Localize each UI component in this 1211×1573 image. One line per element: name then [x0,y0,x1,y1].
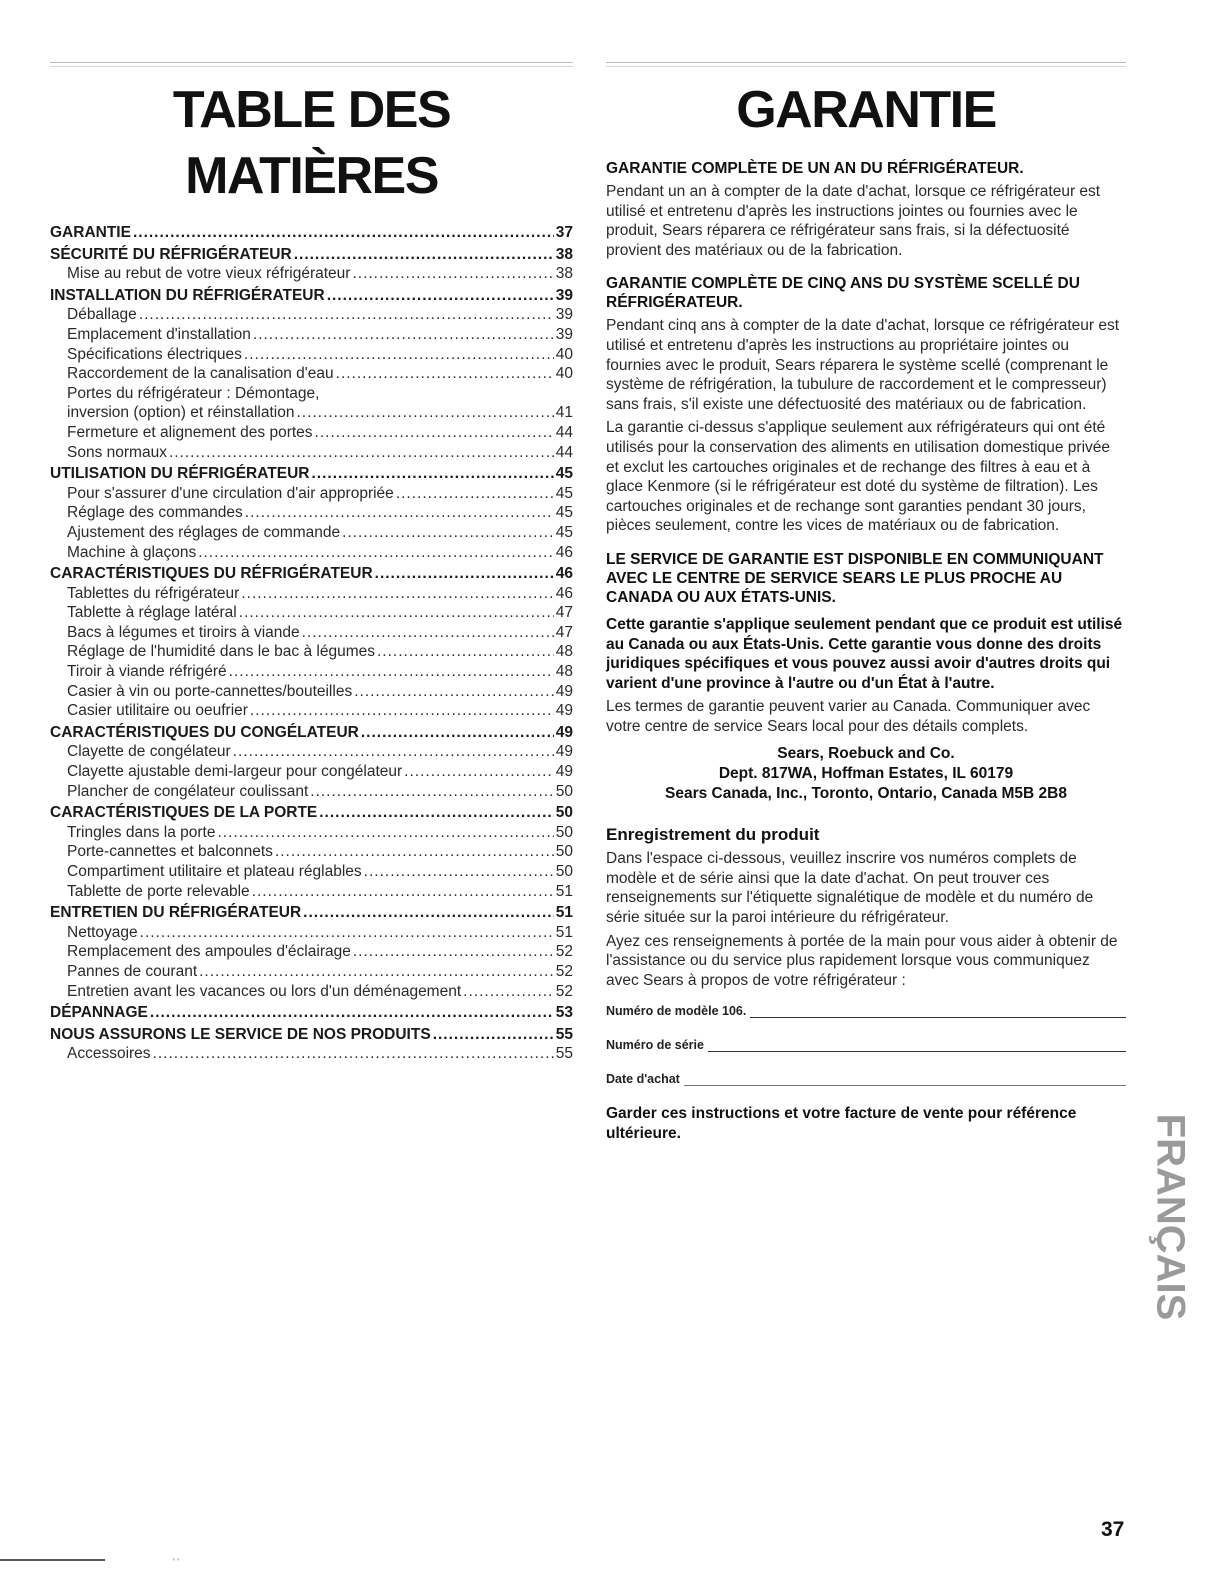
toc-entry-label: Ajustement des réglages de commande [67,523,341,541]
toc-entry-label: CARACTÉRISTIQUES DU RÉFRIGÉRATEUR [50,565,373,583]
toc-entry-page: 50 [555,863,573,880]
page-number: 37 [1101,1518,1125,1541]
top-rule-right [606,62,1126,67]
toc-section-heading [50,286,573,306]
toc-subsection-entry [50,384,573,404]
toc-subsection-entry [50,364,573,384]
toc-dot-leader [364,862,554,882]
warranty-title: GARANTIE [736,81,996,139]
address-line-2: Dept. 817WA, Hoffman Estates, IL 60179 [718,765,1014,783]
toc-section-heading [50,1003,573,1023]
warranty-service-heading: LE SERVICE DE GARANTIE EST DISPONIBLE EN COMMUNIQUANT AVEC LE CENTRE DE SERVICE SEARS LE PLUS PROCHE AU CANADA OU AUX ÉTATS-UNIS. [606,550,1104,606]
toc-dot-leader [463,982,554,1002]
toc-section-heading [50,903,573,923]
toc-dot-leader [233,742,554,762]
toc-dot-leader [245,503,554,523]
toc-entry-page: 52 [555,982,573,1000]
toc-entry-label: CARACTÉRISTIQUES DU CONGÉLATEUR [50,723,359,741]
toc-entry-page: 41 [555,404,573,422]
toc-entry-page: 48 [555,663,573,681]
toc-entry-label: Pannes de courant [67,962,198,980]
toc-entry-label: ENTRETIEN DU RÉFRIGÉRATEUR [50,904,302,922]
warranty-five-year-text: Pendant cinq ans à compter de la date d'achat, lorsque ce réfrigérateur est utilisé et entretenu d'après les instructions au propriétaire jointes ou fournies avec le produit, Sears réparera le système scellé (comprenant le système de réfrigération, la tubulure de raccordement et le compresseur) sans frais, s'il existe une défectuosité des matériaux ou de fabrication. [606,317,1120,413]
toc-dot-leader [296,403,553,423]
toc-subsection-entry [50,742,573,762]
toc-dot-leader [327,286,554,306]
toc-dot-leader [139,305,554,325]
toc-entry-page: 37 [555,224,573,241]
toc-subsection-entry [50,484,573,504]
toc-dot-leader [404,762,554,782]
toc-entry-page: 44 [555,443,573,461]
warranty-rights-text: Cette garantie s'applique seulement pendant que ce produit est utilisé au Canada ou aux États-Unis. Cette garantie vous donne des droits juridiques spécifiques et vous pouvez aussi avoir d'autres droits qui varient d'une province à l'autre ou d'un État à l'autre. [606,615,1123,692]
toc-subsection-entry [50,603,573,623]
toc-entry-label: inversion (option) et réinstallation [67,404,295,422]
toc-entry-page: 47 [555,604,573,622]
toc-subsection-entry [50,523,573,543]
toc-entry-label: SÉCURITÉ DU RÉFRIGÉRATEUR [50,245,292,263]
toc-dot-leader [336,364,554,384]
toc-section-heading [50,245,573,265]
toc-entry-label: Spécifications électriques [67,345,242,363]
toc-subsection-entry [50,443,573,463]
toc-entry-label: GARANTIE [50,224,131,241]
toc-section-heading [50,564,573,584]
toc-entry-page: 48 [555,643,573,661]
registration-heading: Enregistrement du produit [606,825,820,845]
toc-entry-label: Mise au rebut de votre vieux réfrigérateur [67,265,351,283]
toc-entry-label: Machine à glaçons [67,543,197,561]
toc-dot-leader [354,682,554,702]
toc-dot-leader [303,903,554,923]
warranty-one-year-heading: GARANTIE COMPLÈTE DE UN AN DU RÉFRIGÉRATEUR. [606,160,1024,177]
toc-subsection-entry [50,982,573,1002]
toc-entry-page: 51 [555,923,573,941]
toc-entry-label: Raccordement de la canalisation d'eau [67,365,334,383]
serial-number-line[interactable] [708,1040,1126,1052]
toc-entry-page: 50 [555,804,573,822]
toc-subsection-entry [50,345,573,365]
toc-entry-page: 49 [555,743,573,761]
toc-entry-label: NOUS ASSURONS LE SERVICE DE NOS PRODUITS [50,1025,431,1043]
top-rule-left [50,62,573,67]
toc-entry-page: 55 [555,1025,573,1043]
toc-subsection-entry [50,882,573,902]
toc-subsection-entry [50,862,573,882]
toc-entry-label: Bacs à légumes et tiroirs à viande [67,623,300,641]
toc-entry-label: CARACTÉRISTIQUES DE LA PORTE [50,804,318,822]
toc-subsection-entry [50,584,573,604]
toc-dot-leader [241,584,553,604]
toc-entry-page: 45 [555,465,573,483]
language-tab-label: FRANÇAIS [1148,1113,1193,1321]
warranty-five-year-heading: GARANTIE COMPLÈTE DE CINQ ANS DU SYSTÈME SCELLÉ DU RÉFRIGÉRATEUR. [606,275,1080,312]
toc-entry-page: 38 [555,265,573,283]
toc-dot-leader [361,723,554,743]
warranty-one-year-text: Pendant un an à compter de la date d'achat, lorsque ce réfrigérateur est utilisé et entretenu d'après les instructions jointes ou fournies avec le produit, Sears réparera ce réfrigérateur sans frais, si la défectuosité provient des matériaux ou de la fabrication. [606,183,1101,259]
toc-entry-page: 40 [555,365,573,383]
toc-subsection-entry [50,662,573,682]
toc-entry-page: 53 [555,1004,573,1022]
toc-entry-label: Pour s'assurer d'une circulation d'air appropriée [67,484,394,502]
toc-dot-leader [310,782,553,802]
toc-entry-label: Accessoires [67,1045,151,1063]
toc-entry-page: 45 [555,484,573,502]
toc-dot-leader [198,543,554,563]
toc-section-heading [50,464,573,484]
toc-dot-leader [199,962,554,982]
model-number-label: Numéro de modèle 106. [606,1004,747,1019]
serial-number-label: Numéro de série [606,1038,704,1053]
toc-title: TABLE DES MATIÈRES [172,81,451,205]
toc-entry-label: Fermeture et alignement des portes [67,423,313,441]
toc-entry-label: Casier utilitaire ou oeufrier [67,702,248,720]
toc-entry-page: 39 [555,306,573,324]
model-number-field[interactable] [606,1004,1126,1018]
toc-subsection-entry [50,264,573,284]
warranty-canada-text: Les termes de garantie peuvent varier au Canada. Communiquer avec votre centre de service Sears local pour des détails complets. [606,698,1091,735]
toc-dot-leader [275,842,554,862]
toc-subsection-entry [50,403,573,423]
toc-entry-label: Casier à vin ou porte-cannettes/bouteilles [67,682,353,700]
toc-entry-page: 46 [555,543,573,561]
model-number-line[interactable] [750,1006,1126,1018]
toc-entry-page: 49 [555,763,573,781]
toc-entry-page: 45 [555,523,573,541]
toc-subsection-entry [50,423,573,443]
toc-dot-leader [396,484,554,504]
toc-dot-leader [150,1003,554,1023]
sears-address [606,744,1126,803]
toc-section-heading [50,1025,573,1045]
toc-dot-leader [253,325,554,345]
toc-entry-label: Réglage de l'humidité dans le bac à légumes [67,643,375,661]
keep-instructions-note: Garder ces instructions et votre facture de vente pour référence ultérieure. [606,1105,1077,1142]
toc-entry-page: 52 [555,962,573,980]
toc-entry-page: 39 [555,325,573,343]
toc-subsection-entry [50,942,573,962]
toc-entry-label: Tringles dans la porte [67,823,216,841]
purchase-date-field[interactable] [606,1072,1126,1086]
toc-section-heading [50,723,573,743]
toc-dot-leader [311,464,553,484]
toc-dot-leader [315,423,554,443]
address-line-1: Sears, Roebuck and Co. [777,745,955,763]
toc-subsection-entry [50,623,573,643]
toc-dot-leader [342,523,554,543]
registration-text-2: Ayez ces renseignements à portée de la main pour vous aider à obtenir de l'assistance ou du service plus rapidement lorsque vous communiquez avec Sears à propos de votre réfrigérateur : [606,932,1118,989]
toc-dot-leader [433,1025,554,1045]
toc-subsection-entry [50,923,573,943]
toc-subsection-entry [50,305,573,325]
toc-dot-leader [229,662,554,682]
toc-entry-label: Clayette de congélateur [67,743,231,761]
toc-dot-leader [244,345,554,365]
toc-entry-page: 46 [555,584,573,602]
footer-rule [0,1559,105,1561]
toc-dot-leader [133,223,554,243]
toc-entry-label: Entretien avant les vacances ou lors d'un déménagement [67,982,462,1000]
toc-entry-page: 49 [555,702,573,720]
toc-subsection-entry [50,325,573,345]
toc-subsection-entry [50,701,573,721]
toc-entry-label: Tiroir à viande réfrigéré [67,663,227,681]
toc-entry-page: 39 [555,286,573,304]
toc-entry-page: 45 [555,504,573,522]
toc-dot-leader [250,701,554,721]
toc-subsection-entry [50,842,573,862]
purchase-date-label: Date d'achat [606,1072,680,1087]
warranty-column [606,62,1126,1144]
toc-entry-page: 52 [555,943,573,961]
toc-entry-page: 44 [555,423,573,441]
toc-list [50,223,573,1064]
toc-subsection-entry [50,962,573,982]
toc-dot-leader [140,923,554,943]
toc-dot-leader [169,443,554,463]
toc-column [50,62,573,1064]
toc-entry-page: 46 [555,565,573,583]
toc-entry-page: 55 [555,1045,573,1063]
toc-entry-label: Remplacement des ampoules d'éclairage [67,943,351,961]
toc-entry-label: Plancher de congélateur coulissant [67,782,309,800]
toc-section-heading [50,803,573,823]
address-line-3: Sears Canada, Inc., Toronto, Ontario, Canada M5B 2B8 [665,784,1067,802]
toc-entry-label: INSTALLATION DU RÉFRIGÉRATEUR [50,286,325,304]
toc-entry-page: 38 [555,245,573,263]
toc-entry-page: 50 [555,843,573,861]
toc-dot-leader [217,823,553,843]
toc-subsection-entry [50,503,573,523]
toc-entry-page: 47 [555,623,573,641]
toc-subsection-entry [50,823,573,843]
toc-entry-page: 49 [555,723,573,741]
toc-entry-page: 49 [555,682,573,700]
toc-subsection-entry [50,543,573,563]
toc-entry-label: Tablette de porte relevable [67,882,250,900]
toc-entry-label: Clayette ajustable demi-largeur pour congélateur [67,763,403,781]
toc-dot-leader [377,642,554,662]
toc-dot-leader [153,1044,554,1064]
toc-entry-label: Emplacement d'installation [67,325,251,343]
serial-number-field[interactable] [606,1038,1126,1052]
toc-section-heading [50,223,573,243]
toc-dot-leader [353,942,554,962]
toc-entry-label: Nettoyage [67,923,138,941]
toc-dot-leader [294,245,554,265]
toc-subsection-entry [50,642,573,662]
toc-dot-leader [252,882,554,902]
toc-entry-label: Compartiment utilitaire et plateau réglables [67,863,362,880]
toc-subsection-entry [50,762,573,782]
toc-dot-leader [352,264,553,284]
toc-entry-label: DÉPANNAGE [50,1004,148,1022]
toc-entry-label: Porte-cannettes et balconnets [67,843,273,861]
toc-subsection-entry [50,782,573,802]
toc-subsection-entry [50,682,573,702]
language-side-tab [1148,1083,1193,1351]
toc-subsection-entry [50,1044,573,1064]
footer-mark: ' ' [173,1557,179,1567]
toc-dot-leader [302,623,554,643]
toc-entry-label: Sons normaux [67,443,167,461]
toc-entry-label: Tablettes du réfrigérateur [67,584,240,602]
registration-text-1: Dans l'espace ci-dessous, veuillez inscrire vos numéros complets de modèle et de série ainsi que la date d'achat. On peut trouver ces renseignements sur l'étiquette signalétique de modèle et du numéro de série située sur la paroi intérieure du réfrigérateur. [606,850,1094,927]
toc-entry-page: 50 [555,782,573,800]
toc-dot-leader [239,603,554,623]
toc-entry-label: Réglage des commandes [67,504,243,522]
toc-dot-leader [319,803,554,823]
toc-entry-label: UTILISATION DU RÉFRIGÉRATEUR [50,465,310,483]
toc-entry-page: 51 [555,882,573,900]
toc-entry-page: 51 [555,904,573,922]
toc-entry-label: Déballage [67,306,137,324]
toc-entry-label: Tablette à réglage latéral [67,604,237,622]
toc-entry-page: 40 [555,345,573,363]
purchase-date-line[interactable] [684,1074,1126,1086]
warranty-scope-text: La garantie ci-dessus s'applique seulement aux réfrigérateurs qui ont été utilisés pour la conservation des aliments en utilisation domestique privée et exclut les cartouches originales et de rechange des filtres à eau et à glace Kenmore (si le réfrigérateur est doté du système de filtration). Les cartouches originales et de rechange sont garanties pendant 30 jours, pièces seulement, contre les vices de matériaux ou de fabrication. [606,419,1111,535]
toc-dot-leader [375,564,554,584]
toc-entry-label: Portes du réfrigérateur : Démontage, [67,384,320,402]
toc-entry-page: 50 [555,823,573,841]
